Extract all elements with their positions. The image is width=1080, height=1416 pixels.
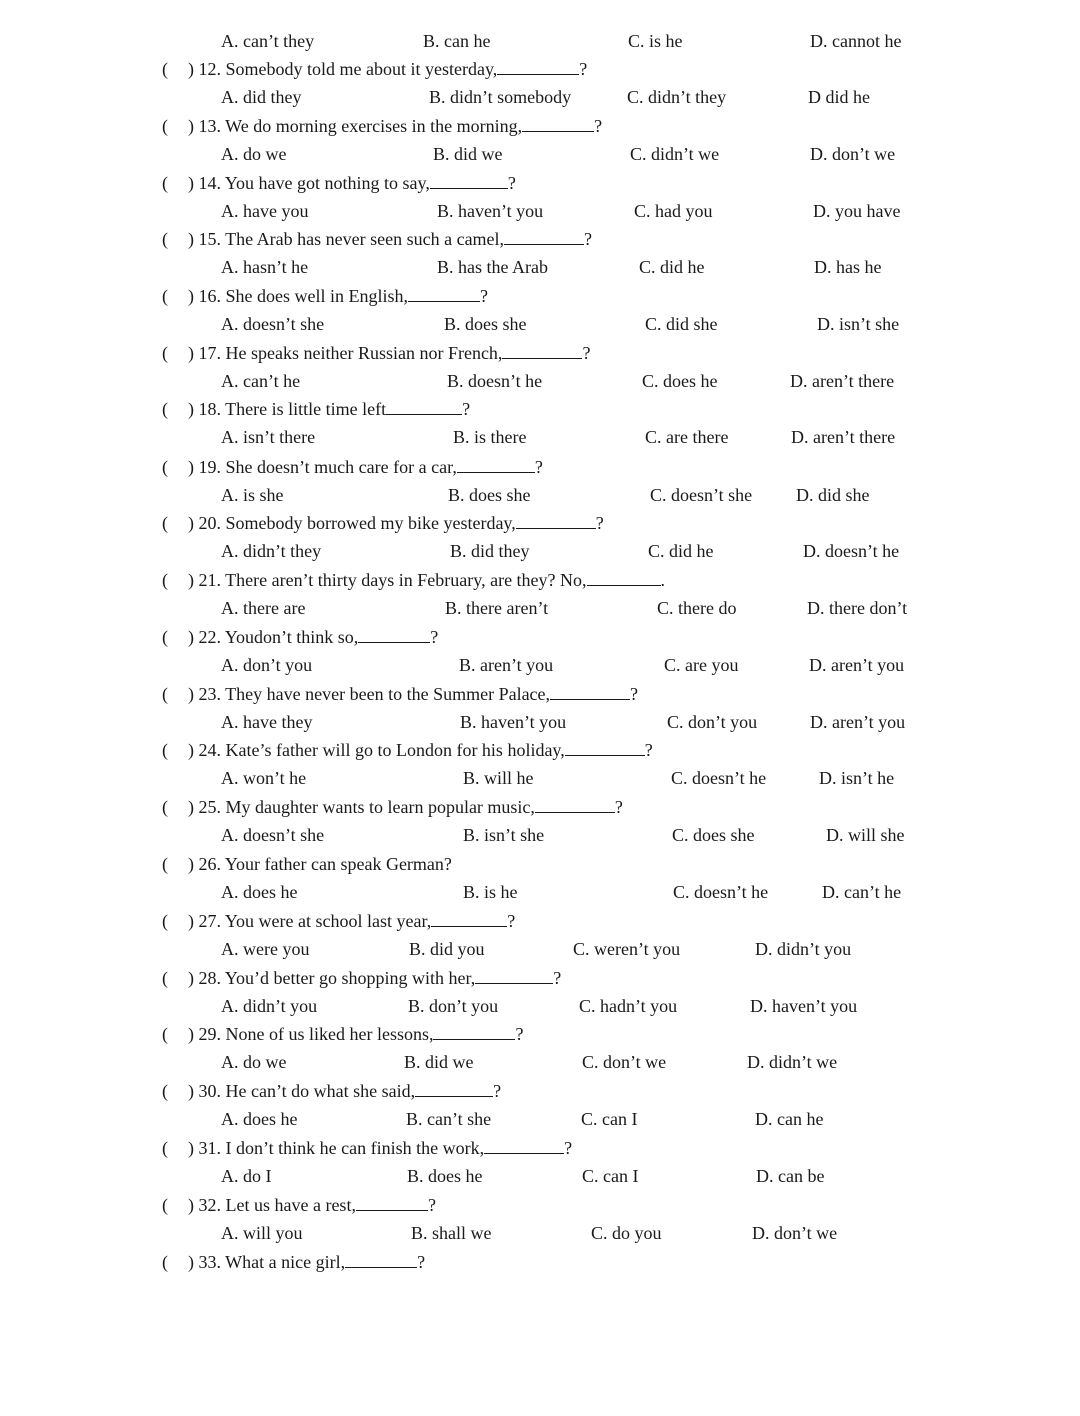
- question-text: ) 21. There aren’t thirty days in February, are they? No,: [188, 570, 587, 590]
- question-text: ) 25. My daughter wants to learn popular music,: [188, 797, 535, 817]
- question-row: [0, 339, 1080, 367]
- options-row: [0, 1162, 1080, 1190]
- question-text: ) 17. He speaks neither Russian nor French,: [188, 343, 503, 363]
- question-stem: [188, 1134, 572, 1162]
- option-d: D. isn’t he: [819, 768, 895, 788]
- option-b: B. can he: [423, 31, 491, 51]
- answer-blank: [484, 1135, 564, 1154]
- options-row: [0, 310, 1080, 338]
- answer-blank: [587, 567, 661, 586]
- option-c: C. can I: [581, 1109, 638, 1129]
- answer-blank: [550, 681, 630, 700]
- answer-paren: (: [162, 684, 168, 704]
- question-stem: [188, 55, 587, 83]
- options-row: [0, 1048, 1080, 1076]
- answer-paren: (: [162, 1024, 168, 1044]
- question-stem: [188, 793, 623, 821]
- option-a: A. there are: [221, 598, 306, 618]
- question-text: ) 15. The Arab has never seen such a camel,: [188, 229, 505, 249]
- option-c: C. doesn’t he: [673, 882, 769, 902]
- option-b: B. can’t she: [406, 1109, 492, 1129]
- question-tail: ?: [430, 627, 439, 647]
- answer-blank: [475, 965, 553, 984]
- answer-paren: (: [162, 968, 168, 988]
- option-a: A. can’t he: [221, 371, 301, 391]
- options-row: [0, 197, 1080, 225]
- question-row: [0, 907, 1080, 935]
- option-b: B. does she: [448, 485, 531, 505]
- question-stem: [188, 566, 665, 594]
- options-row: [0, 651, 1080, 679]
- option-c: C. don’t you: [667, 712, 758, 732]
- answer-blank: [504, 226, 584, 245]
- option-a: A. have you: [221, 201, 309, 221]
- question-text: ) 23. They have never been to the Summer Palace,: [188, 684, 551, 704]
- option-a: A. does he: [221, 1109, 298, 1129]
- answer-blank: [535, 794, 615, 813]
- option-b: B. is there: [453, 427, 527, 447]
- options-row: [0, 140, 1080, 168]
- option-b: B. is he: [463, 882, 518, 902]
- question-tail: ?: [584, 229, 593, 249]
- question-row: [0, 1020, 1080, 1048]
- question-row: [0, 395, 1080, 423]
- answer-paren: (: [162, 286, 168, 306]
- answer-paren: (: [162, 740, 168, 760]
- option-b: B. did you: [409, 939, 485, 959]
- option-c: C. doesn’t she: [650, 485, 753, 505]
- question-tail: ?: [417, 1252, 426, 1272]
- option-a: A. hasn’t he: [221, 257, 309, 277]
- option-a: A. do we: [221, 1052, 287, 1072]
- option-d: D. you have: [813, 201, 901, 221]
- question-stem: [188, 1020, 523, 1048]
- question-tail: ?: [427, 1195, 436, 1215]
- answer-blank: [356, 1192, 428, 1211]
- option-d: D. don’t we: [810, 144, 896, 164]
- question-tail: ?: [515, 1024, 524, 1044]
- question-stem: [188, 1077, 501, 1105]
- answer-blank: [565, 737, 645, 756]
- option-b: B. shall we: [411, 1223, 492, 1243]
- answer-paren: (: [162, 797, 168, 817]
- options-row: [0, 1105, 1080, 1133]
- answer-blank: [433, 1021, 515, 1040]
- question-row: [0, 282, 1080, 310]
- answer-blank: [502, 340, 582, 359]
- answer-paren: (: [162, 1252, 168, 1272]
- question-stem: [188, 225, 592, 253]
- option-b: B. will he: [463, 768, 534, 788]
- answer-paren: (: [162, 513, 168, 533]
- question-stem: [188, 169, 516, 197]
- option-c: C. don’t we: [582, 1052, 667, 1072]
- answer-blank: [516, 510, 596, 529]
- option-b: B. didn’t somebody: [429, 87, 572, 107]
- answer-paren: (: [162, 627, 168, 647]
- options-row: [0, 83, 1080, 111]
- question-tail: ?: [564, 1138, 573, 1158]
- question-stem: [188, 623, 438, 651]
- option-d: D. aren’t there: [791, 427, 896, 447]
- option-c: C. can I: [582, 1166, 639, 1186]
- options-row: [0, 821, 1080, 849]
- question-text: ) 18. There is little time left: [188, 399, 387, 419]
- question-tail: ?: [594, 116, 603, 136]
- option-d: D. can’t he: [822, 882, 902, 902]
- question-stem: [188, 282, 488, 310]
- question-text: ) 16. She does well in English,: [188, 286, 408, 306]
- option-b: B. does he: [407, 1166, 483, 1186]
- option-d: D. cannot he: [810, 31, 902, 51]
- options-row: [0, 878, 1080, 906]
- option-a: A. is she: [221, 485, 284, 505]
- option-d: D. will she: [826, 825, 905, 845]
- question-text: ) 27. You were at school last year,: [188, 911, 432, 931]
- question-text: ) 30. He can’t do what she said,: [188, 1081, 416, 1101]
- option-c: C. didn’t they: [627, 87, 727, 107]
- question-text: ) 33. What a nice girl,: [188, 1252, 346, 1272]
- answer-paren: (: [162, 343, 168, 363]
- option-d: D. didn’t you: [755, 939, 852, 959]
- option-d: D. can be: [756, 1166, 825, 1186]
- question-stem: [188, 339, 590, 367]
- option-d: D. aren’t you: [809, 655, 905, 675]
- option-d: D. can he: [755, 1109, 824, 1129]
- question-tail: ?: [579, 59, 588, 79]
- option-d: D. aren’t there: [790, 371, 895, 391]
- question-tail: ?: [507, 911, 516, 931]
- option-d: D. did she: [796, 485, 870, 505]
- option-a: A. will you: [221, 1223, 303, 1243]
- question-stem: [188, 850, 452, 878]
- question-text: ) 19. She doesn’t much care for a car,: [188, 457, 457, 477]
- question-tail: ?: [493, 1081, 502, 1101]
- option-d: D. haven’t you: [750, 996, 858, 1016]
- question-row: [0, 225, 1080, 253]
- answer-paren: (: [162, 1081, 168, 1101]
- option-c: C. had you: [634, 201, 713, 221]
- option-a: A. can’t they: [221, 31, 315, 51]
- question-tail: ?: [582, 343, 591, 363]
- answer-paren: (: [162, 173, 168, 193]
- question-stem: [188, 736, 653, 764]
- question-tail: ?: [534, 457, 543, 477]
- question-row: [0, 964, 1080, 992]
- option-c: C. doesn’t he: [671, 768, 767, 788]
- option-a: A. didn’t they: [221, 541, 322, 561]
- question-tail: ?: [479, 286, 488, 306]
- question-text: ) 13. We do morning exercises in the morning,: [188, 116, 523, 136]
- question-row: [0, 55, 1080, 83]
- leading-options-row: [0, 27, 1080, 55]
- options-row: [0, 367, 1080, 395]
- question-text: ) 24. Kate’s father will go to London for his holiday,: [188, 740, 565, 760]
- option-c: C. there do: [657, 598, 737, 618]
- question-stem: [188, 680, 638, 708]
- question-text: ) 12. Somebody told me about it yesterday,: [188, 59, 498, 79]
- option-a: A. won’t he: [221, 768, 307, 788]
- answer-paren: (: [162, 116, 168, 136]
- option-a: A. do I: [221, 1166, 272, 1186]
- answer-blank: [345, 1249, 417, 1268]
- question-text: ) 20. Somebody borrowed my bike yesterday,: [188, 513, 516, 533]
- question-row: [0, 509, 1080, 537]
- question-row: [0, 566, 1080, 594]
- answer-paren: (: [162, 1195, 168, 1215]
- answer-paren: (: [162, 457, 168, 477]
- option-a: A. doesn’t she: [221, 314, 325, 334]
- options-row: [0, 253, 1080, 281]
- option-d: D. don’t we: [752, 1223, 838, 1243]
- answer-paren: (: [162, 229, 168, 249]
- question-row: [0, 680, 1080, 708]
- options-row: [0, 764, 1080, 792]
- question-row: [0, 793, 1080, 821]
- answer-blank: [457, 454, 535, 473]
- option-a: A. doesn’t she: [221, 825, 325, 845]
- answer-paren: (: [162, 570, 168, 590]
- question-text: ) 32. Let us have a rest,: [188, 1195, 356, 1215]
- answer-paren: (: [162, 59, 168, 79]
- question-tail: ?: [553, 968, 562, 988]
- option-b: B. don’t you: [408, 996, 499, 1016]
- question-text: ) 26. Your father can speak German: [188, 854, 444, 874]
- question-stem: [188, 964, 561, 992]
- options-row: [0, 481, 1080, 509]
- question-stem: [188, 907, 515, 935]
- question-row: [0, 169, 1080, 197]
- option-d: D. has he: [814, 257, 882, 277]
- question-row: [0, 850, 1080, 878]
- option-d: D. there don’t: [807, 598, 908, 618]
- option-d: D. aren’t you: [810, 712, 906, 732]
- option-b: B. haven’t you: [437, 201, 544, 221]
- answer-paren: (: [162, 1138, 168, 1158]
- option-c: C. are you: [664, 655, 739, 675]
- options-row: [0, 423, 1080, 451]
- options-row: [0, 537, 1080, 565]
- answer-paren: (: [162, 399, 168, 419]
- question-stem: [188, 1248, 425, 1276]
- answer-blank: [358, 624, 430, 643]
- answer-blank: [415, 1078, 493, 1097]
- answer-paren: (: [162, 854, 168, 874]
- question-stem: [188, 453, 543, 481]
- question-text: ) 14. You have got nothing to say,: [188, 173, 430, 193]
- question-text: ) 22. Youdon’t think so,: [188, 627, 359, 647]
- option-b: B. haven’t you: [460, 712, 567, 732]
- option-b: B. did they: [450, 541, 530, 561]
- option-a: A. do we: [221, 144, 287, 164]
- question-tail: .: [660, 570, 666, 590]
- options-row: [0, 594, 1080, 622]
- option-c: C. is he: [628, 31, 683, 51]
- answer-blank: [386, 396, 462, 415]
- option-c: C. does she: [672, 825, 755, 845]
- answer-blank: [431, 908, 507, 927]
- options-row: [0, 992, 1080, 1020]
- option-c: C. did she: [645, 314, 718, 334]
- option-c: C. does he: [642, 371, 718, 391]
- option-b: B. doesn’t he: [447, 371, 543, 391]
- question-tail: ?: [443, 854, 452, 874]
- question-row: [0, 112, 1080, 140]
- options-row: [0, 1219, 1080, 1247]
- option-d: D. doesn’t he: [803, 541, 900, 561]
- option-a: A. were you: [221, 939, 310, 959]
- question-tail: ?: [507, 173, 516, 193]
- option-d: D. isn’t she: [817, 314, 900, 334]
- question-row: [0, 453, 1080, 481]
- option-d: D did he: [808, 87, 870, 107]
- question-tail: ?: [462, 399, 471, 419]
- option-a: A. don’t you: [221, 655, 313, 675]
- answer-blank: [430, 170, 508, 189]
- question-row: [0, 736, 1080, 764]
- option-a: A. have they: [221, 712, 313, 732]
- question-tail: ?: [614, 797, 623, 817]
- question-row: [0, 1134, 1080, 1162]
- option-c: C. weren’t you: [573, 939, 681, 959]
- question-tail: ?: [595, 513, 604, 533]
- question-stem: [188, 1191, 436, 1219]
- answer-blank: [497, 56, 579, 75]
- answer-blank: [408, 283, 480, 302]
- option-b: B. aren’t you: [459, 655, 554, 675]
- option-b: B. does she: [444, 314, 527, 334]
- option-c: C. did he: [639, 257, 705, 277]
- question-text: ) 31. I don’t think he can finish the work,: [188, 1138, 485, 1158]
- question-stem: [188, 395, 470, 423]
- question-tail: ?: [644, 740, 653, 760]
- option-c: C. did he: [648, 541, 714, 561]
- option-c: C. didn’t we: [630, 144, 720, 164]
- option-b: B. isn’t she: [463, 825, 545, 845]
- answer-blank: [522, 113, 594, 132]
- option-a: A. did they: [221, 87, 302, 107]
- option-a: A. does he: [221, 882, 298, 902]
- question-stem: [188, 112, 602, 140]
- option-b: B. there aren’t: [445, 598, 549, 618]
- question-row: [0, 623, 1080, 651]
- question-tail: ?: [630, 684, 639, 704]
- option-c: C. are there: [645, 427, 729, 447]
- options-row: [0, 708, 1080, 736]
- option-c: C. hadn’t you: [579, 996, 678, 1016]
- option-b: B. did we: [404, 1052, 474, 1072]
- question-row: [0, 1191, 1080, 1219]
- question-stem: [188, 509, 604, 537]
- question-text: ) 29. None of us liked her lessons,: [188, 1024, 434, 1044]
- option-d: D. didn’t we: [747, 1052, 838, 1072]
- question-row: [0, 1077, 1080, 1105]
- option-b: B. has the Arab: [437, 257, 548, 277]
- option-b: B. did we: [433, 144, 503, 164]
- answer-paren: (: [162, 911, 168, 931]
- option-a: A. didn’t you: [221, 996, 318, 1016]
- option-c: C. do you: [591, 1223, 662, 1243]
- options-row: [0, 935, 1080, 963]
- option-a: A. isn’t there: [221, 427, 316, 447]
- question-text: ) 28. You’d better go shopping with her,: [188, 968, 476, 988]
- question-row: [0, 1248, 1080, 1276]
